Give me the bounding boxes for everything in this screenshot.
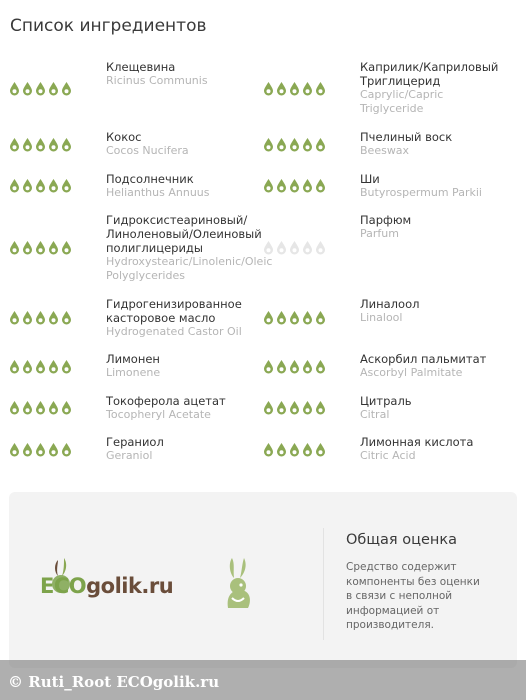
rating-drop-icon (22, 400, 33, 415)
rating-dots (263, 310, 326, 325)
rating-drop-icon (22, 310, 33, 325)
rating-drop-icon (61, 310, 72, 325)
ingredient-name: касторовое масло (106, 311, 216, 325)
overall-text-line: компоненты без оценки (346, 575, 480, 588)
ingredient-latin-name: Parfum (360, 227, 399, 240)
rating-drop-icon (35, 442, 46, 457)
overall-title: Общая оценка (346, 532, 458, 548)
rating-drop-icon (276, 137, 287, 152)
rating-dots (263, 137, 326, 152)
ingredient-latin-name: Hydroxystearic/Linolenic/Oleic (106, 255, 273, 268)
ingredient-latin-name: Triglyceride (360, 102, 424, 115)
ingredient-name: Линалоол (360, 297, 420, 311)
rating-drop-icon (61, 359, 72, 374)
rating-drop-icon (263, 81, 274, 96)
rating-drop-icon (276, 81, 287, 96)
ingredient-latin-name: Beeswax (360, 144, 410, 157)
logo-golik: golik.ru (86, 574, 174, 598)
rating-drop-icon (9, 359, 20, 374)
rating-drop-icon (315, 442, 326, 457)
rating-drop-icon (289, 310, 300, 325)
rating-drop-icon (22, 359, 33, 374)
ingredient-latin-name: Tocopheryl Acetate (106, 408, 211, 421)
rating-dots (9, 359, 72, 374)
rating-drop-icon (48, 359, 59, 374)
rating-drop-icon (289, 442, 300, 457)
rating-drop-icon (302, 400, 313, 415)
ingredient-name: Токоферола ацетат (106, 394, 226, 408)
rating-drop-icon (61, 81, 72, 96)
rating-drop-icon (302, 137, 313, 152)
rating-drop-icon (289, 178, 300, 193)
rating-drop-icon (22, 137, 33, 152)
rating-drop-icon (22, 81, 33, 96)
ingredient-name: Аскорбил пальмитат (360, 352, 487, 366)
rating-drop-icon (276, 442, 287, 457)
ingredient-name: Парфюм (360, 213, 412, 227)
rating-drop-icon (48, 137, 59, 152)
ingredient-name: Линоленовый/Олеиновый (106, 227, 262, 241)
rating-drop-icon (9, 310, 20, 325)
ingredient-name: Триглицерид (360, 74, 441, 88)
rating-drop-icon (263, 442, 274, 457)
overall-text-line: информацией от (346, 604, 440, 617)
rating-drop-icon (22, 178, 33, 193)
overall-text-line: Средство содержит (346, 561, 457, 573)
rating-dots (263, 400, 326, 415)
rating-drop-icon (263, 359, 274, 374)
rating-drop-icon (263, 400, 274, 415)
ingredient-name: Ши (360, 172, 380, 186)
rating-dots (9, 81, 72, 96)
rating-dots (9, 310, 72, 325)
ingredient-latin-name: Helianthus Annuus (106, 186, 210, 199)
ingredient-latin-name: Cocos Nucifera (106, 144, 189, 157)
rating-drop-icon (302, 81, 313, 96)
overall-text-line: в связи с неполной (346, 590, 453, 602)
rating-drop-icon (35, 310, 46, 325)
rating-dots (263, 359, 326, 374)
rating-drop-icon (315, 240, 326, 255)
rating-dots (263, 240, 326, 255)
ingredient-name: Каприлик/Каприловый (360, 60, 499, 74)
ingredient-name: Пчелиный воск (360, 130, 453, 144)
rating-drop-icon (263, 310, 274, 325)
rating-drop-icon (9, 137, 20, 152)
ingredient-name: Цитраль (360, 394, 412, 408)
rating-drop-icon (289, 359, 300, 374)
ingredient-name: Лимонен (106, 352, 160, 366)
rating-drop-icon (48, 400, 59, 415)
rating-drop-icon (302, 442, 313, 457)
rating-drop-icon (302, 178, 313, 193)
rating-drop-icon (35, 81, 46, 96)
rating-drop-icon (35, 400, 46, 415)
rating-drop-icon (315, 359, 326, 374)
rating-drop-icon (61, 400, 72, 415)
rating-dots (9, 178, 72, 193)
overall-text-line: производителя. (346, 619, 434, 631)
ingredient-latin-name: Citral (360, 408, 390, 421)
ingredient-latin-name: Ricinus Communis (106, 74, 208, 87)
rating-drop-icon (61, 178, 72, 193)
ingredient-name: Гидроксистеариновый/ (106, 213, 248, 227)
rating-drop-icon (35, 240, 46, 255)
ingredient-latin-name: Linalool (360, 311, 403, 324)
rating-drop-icon (289, 137, 300, 152)
rating-drop-icon (276, 359, 287, 374)
logo-text (40, 574, 173, 598)
rating-drop-icon (48, 240, 59, 255)
rating-drop-icon (315, 137, 326, 152)
rating-drop-icon (289, 400, 300, 415)
ingredient-name: Гидрогенизированное (106, 297, 242, 311)
rating-drop-icon (48, 442, 59, 457)
ingredient-name: Кокос (106, 130, 142, 144)
logo-eco: ECO (40, 574, 87, 598)
card-divider (323, 528, 324, 640)
rating-dots (9, 240, 72, 255)
rating-drop-icon (276, 178, 287, 193)
rating-drop-icon (263, 240, 274, 255)
ingredient-latin-name: Citric Acid (360, 449, 416, 462)
rating-drop-icon (35, 178, 46, 193)
rating-dots (263, 81, 326, 96)
rating-drop-icon (302, 310, 313, 325)
rating-drop-icon (61, 137, 72, 152)
ingredient-name: полиглицериды (106, 241, 203, 255)
rating-drop-icon (48, 81, 59, 96)
rating-drop-icon (315, 178, 326, 193)
rating-drop-icon (9, 178, 20, 193)
rating-drop-icon (61, 240, 72, 255)
rating-dots (9, 137, 72, 152)
overall-text (346, 560, 496, 633)
ingredient-latin-name: Geraniol (106, 449, 153, 462)
rating-drop-icon (35, 359, 46, 374)
ingredient-name: Клещевина (106, 60, 176, 74)
rating-drop-icon (289, 240, 300, 255)
ingredient-name: Лимонная кислота (360, 435, 474, 449)
rating-drop-icon (9, 81, 20, 96)
ingredient-name: Подсолнечник (106, 172, 194, 186)
rating-drop-icon (48, 178, 59, 193)
rating-drop-icon (263, 178, 274, 193)
rating-drop-icon (302, 359, 313, 374)
rating-drop-icon (276, 310, 287, 325)
rating-dots (9, 442, 72, 457)
rating-dots (263, 178, 326, 193)
rating-drop-icon (276, 240, 287, 255)
watermark-text: © Ruti_Root ECOgolik.ru (8, 673, 220, 691)
rating-drop-icon (302, 240, 313, 255)
rating-drop-icon (9, 442, 20, 457)
rating-drop-icon (61, 442, 72, 457)
rating-drop-icon (35, 137, 46, 152)
ingredient-latin-name: Butyrospermum Parkii (360, 186, 482, 199)
rating-dots (9, 400, 72, 415)
rating-dots (263, 442, 326, 457)
section-title: Список ингредиентов (10, 16, 207, 36)
rating-drop-icon (315, 81, 326, 96)
ingredient-latin-name: Caprylic/Capric (360, 88, 444, 101)
ingredient-latin-name: Limonene (106, 366, 161, 379)
ingredient-latin-name: Hydrogenated Castor Oil (106, 325, 242, 338)
rating-drop-icon (289, 81, 300, 96)
rabbit-icon (218, 556, 258, 610)
rating-drop-icon (276, 400, 287, 415)
rating-drop-icon (22, 442, 33, 457)
rating-drop-icon (315, 310, 326, 325)
ingredient-name: Гераниол (106, 435, 164, 449)
ingredient-latin-name: Polyglycerides (106, 269, 185, 282)
rating-drop-icon (263, 137, 274, 152)
rating-drop-icon (48, 310, 59, 325)
rating-drop-icon (315, 400, 326, 415)
rating-drop-icon (22, 240, 33, 255)
rating-drop-icon (9, 240, 20, 255)
rating-drop-icon (9, 400, 20, 415)
ingredient-latin-name: Ascorbyl Palmitate (360, 366, 463, 379)
